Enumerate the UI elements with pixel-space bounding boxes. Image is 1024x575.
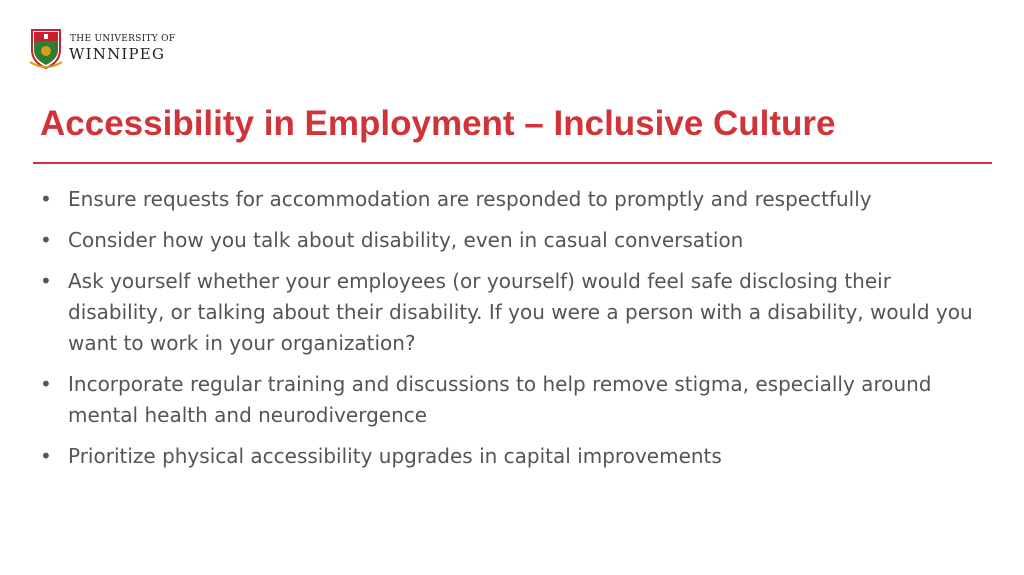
bullet-dot-icon: • bbox=[40, 372, 52, 396]
bullet-list bbox=[40, 184, 980, 482]
bullet-item bbox=[40, 266, 980, 359]
title-divider bbox=[33, 162, 992, 164]
university-logo bbox=[28, 26, 188, 72]
bullet-text: Ask yourself whether your employees (or yourself) would feel safe disclosing their disability, or talking about their disability. If you were a person with a disability, would you want to work in your organization? bbox=[68, 269, 973, 355]
university-crest-icon bbox=[28, 26, 64, 70]
bullet-item bbox=[40, 369, 980, 431]
bullet-text: Prioritize physical accessibility upgrades in capital improvements bbox=[68, 444, 722, 468]
bullet-item bbox=[40, 184, 980, 215]
bullet-item bbox=[40, 441, 980, 472]
slide-title: Accessibility in Employment – Inclusive Culture bbox=[40, 104, 836, 143]
bullet-item bbox=[40, 225, 980, 256]
bullet-text: Ensure requests for accommodation are responded to promptly and respectfully bbox=[68, 187, 872, 211]
bullet-dot-icon: • bbox=[40, 228, 52, 252]
bullet-text: Incorporate regular training and discussions to help remove stigma, especially around mental health and neurodivergence bbox=[68, 372, 932, 427]
bullet-dot-icon: • bbox=[40, 187, 52, 211]
bullet-dot-icon: • bbox=[40, 269, 52, 293]
bullet-dot-icon: • bbox=[40, 444, 52, 468]
logo-text-main: WINNIPEG bbox=[69, 45, 166, 63]
bullet-text: Consider how you talk about disability, even in casual conversation bbox=[68, 228, 744, 252]
logo-text-top: THE UNIVERSITY OF bbox=[70, 34, 176, 44]
